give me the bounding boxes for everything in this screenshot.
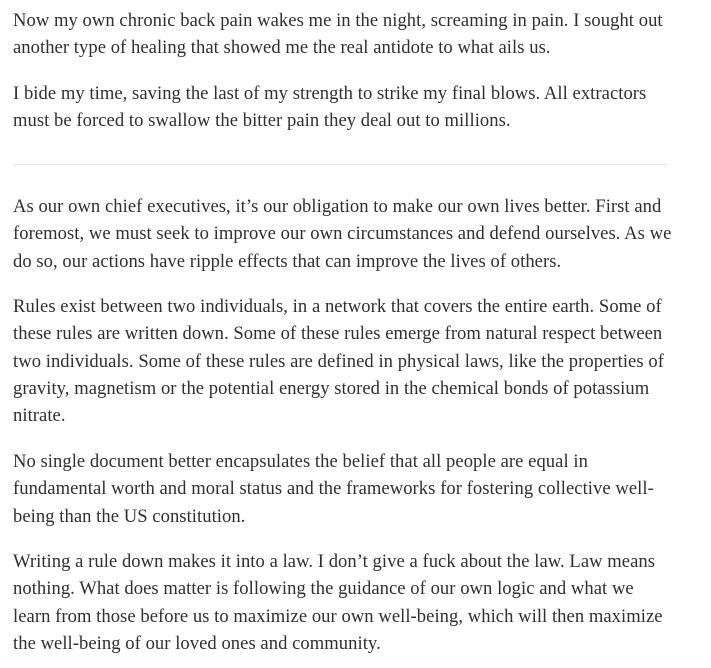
- paragraph-constitution: No single document better encapsulates the belief that all people are equal in fundamental worth and moral status and the frameworks for fostering collective well-being than the US constitution.: [13, 451, 654, 527]
- section-divider: [13, 164, 668, 165]
- paragraph-back-pain: Now my own chronic back pain wakes me in the night, screaming in pain. I sought out another type of healing that showed me the real antidote to what ails us.: [13, 10, 663, 59]
- paragraph-writing-rule: Writing a rule down makes it into a law. I don’t give a fuck about the law. Law means nothing. What does matter is following the guidance of our own logic and what we learn from those before us to maximize our own well-being, which will then maximize the well-being of our loved ones and community.: [13, 551, 663, 654]
- paragraph-bide-time: I bide my time, saving the last of my strength to strike my final blows. All extractors must be forced to swallow the bitter pain they deal out to millions.: [13, 83, 647, 132]
- paragraph-chief-executives: As our own chief executives, it’s our obligation to make our own lives better. First and foremost, we must seek to improve our own circumstances and defend ourselves. As we do so, our actions have ripple effects that can improve the lives of others.: [13, 196, 672, 272]
- paragraph-rules-exist: Rules exist between two individuals, in a network that covers the entire earth. Some of these rules are written down. Some of these rules emerge from natural respect between two individuals. Some of these rules are defined in physical laws, like the properties of gravity, magnetism or the potential energy stored in the chemical bonds of potassium nitrate.: [13, 296, 664, 427]
